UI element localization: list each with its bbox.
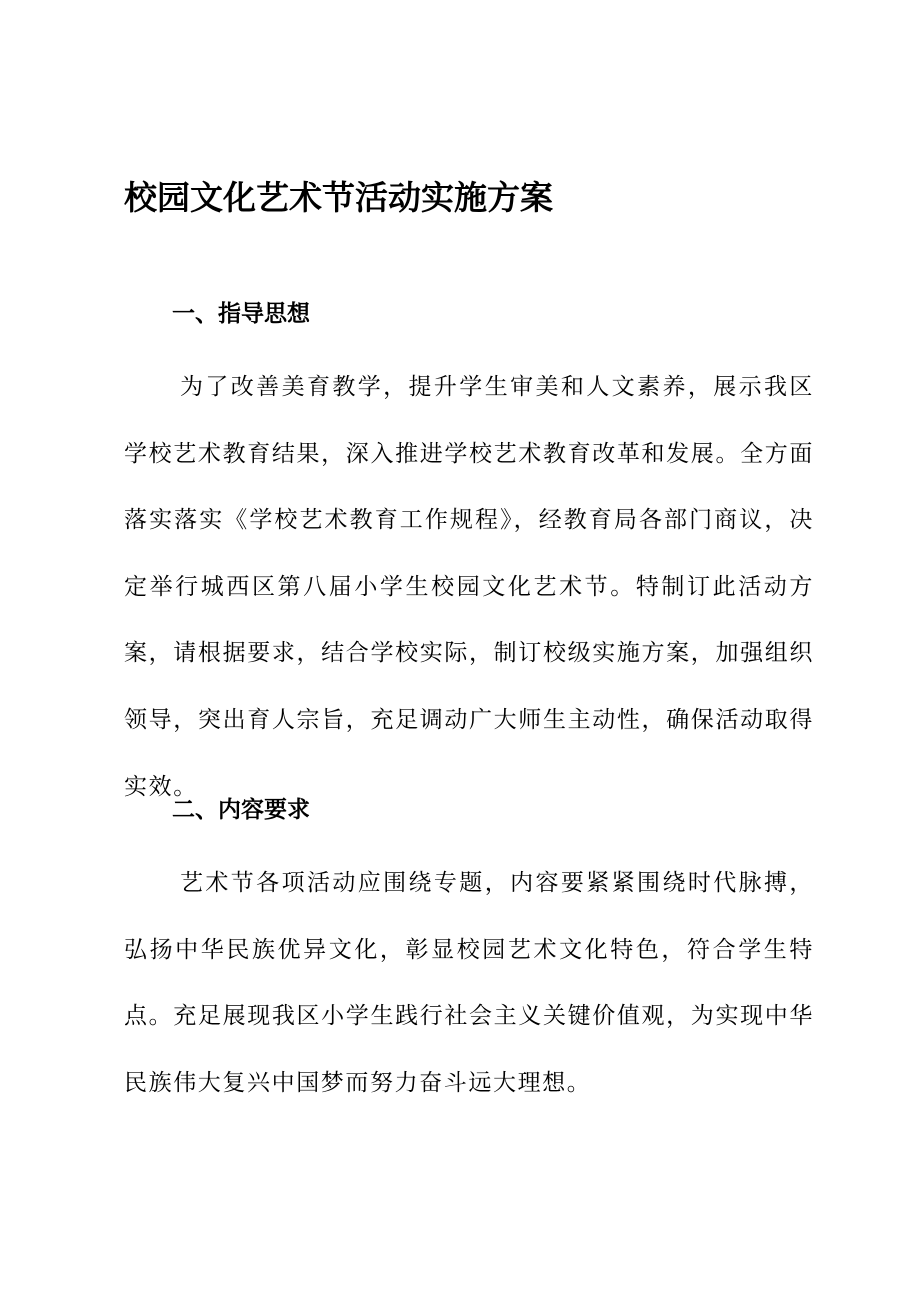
document-title: 校园文化艺术节活动实施方案	[124, 178, 553, 217]
section-paragraph-content-requirements: 艺术节各项活动应围绕专题，内容要紧紧围绕时代脉搏，弘扬中华民族优异文化，彰显校园艺术文化特色，符合学生特点。充足展现我区小学生践行社会主义关键价值观，为实现中华民族伟大复兴中国梦而努力奋斗远大理想。	[124, 870, 814, 1096]
section-heading-content-requirements: 二、内容要求	[172, 797, 310, 823]
section-paragraph-guiding-ideology: 为了改善美育教学，提升学生审美和人文素养，展示我区学校艺术教育结果，深入推进学校艺术教育改革和发展。全方面落实落实《学校艺术教育工作规程》，经教育局各部门商议，决定举行城西区第八届小学生校园文化艺术节。特制订此活动方案，请根据要求，结合学校实际，制订校级实施方案，加强组织领导，突出育人宗旨，充足调动广大师生主动性，确保活动取得实效。	[124, 374, 814, 800]
section-heading-guiding-ideology: 一、指导思想	[172, 301, 310, 327]
